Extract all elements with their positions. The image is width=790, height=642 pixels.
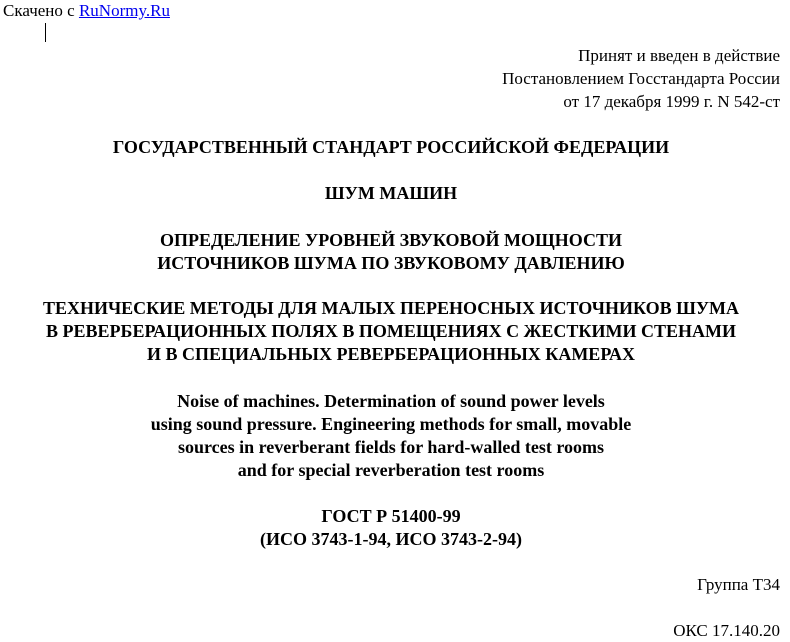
gost-designation (0, 505, 782, 551)
technical-methods-line: ТЕХНИЧЕСКИЕ МЕТОДЫ ДЛЯ МАЛЫХ ПЕРЕНОСНЫХ ИСТОЧНИКОВ ШУМА (42, 298, 740, 318)
technical-methods-line: И В СПЕЦИАЛЬНЫХ РЕВЕРБЕРАЦИОННЫХ КАМЕРАХ (146, 344, 636, 364)
definition-line: ИСТОЧНИКОВ ШУМА ПО ЗВУКОВОМУ ДАВЛЕНИЮ (157, 253, 625, 273)
adoption-block (502, 44, 780, 113)
runormy-link[interactable]: RuNormy.Ru (78, 1, 170, 20)
english-title-line: sources in reverberant fields for hard-walled test rooms (177, 437, 605, 457)
english-title-line: and for special reverberation test rooms (237, 460, 545, 480)
adoption-line: от 17 декабря 1999 г. N 542-ст (563, 92, 780, 111)
english-title (0, 390, 782, 482)
oks-code: ОКС 17.140.20 (673, 621, 780, 640)
group-code: Группа Т34 (697, 575, 780, 594)
adoption-line: Постановлением Госстандарта России (502, 69, 780, 88)
source-line (3, 1, 170, 21)
iso-references: (ИСО 3743-1-94, ИСО 3743-2-94) (260, 529, 522, 549)
definition-line: ОПРЕДЕЛЕНИЕ УРОВНЕЙ ЗВУКОВОЙ МОЩНОСТИ (159, 230, 623, 250)
source-prefix: Скачено с (3, 1, 79, 20)
technical-methods-line: В РЕВЕРБЕРАЦИОННЫХ ПОЛЯХ В ПОМЕЩЕНИЯХ С ЖЕСТКИМИ СТЕНАМИ (46, 321, 736, 341)
state-standard-heading: ГОСУДАРСТВЕННЫЙ СТАНДАРТ РОССИЙСКОЙ ФЕДЕРАЦИИ (112, 137, 670, 157)
gost-number: ГОСТ Р 51400-99 (321, 506, 461, 526)
technical-methods-heading (0, 297, 782, 366)
english-title-line: using sound pressure. Engineering methods for small, movable (150, 414, 632, 434)
definition-heading (0, 229, 782, 275)
text-cursor (45, 23, 46, 42)
adoption-line: Принят и введен в действие (578, 46, 780, 65)
english-title-line: Noise of machines. Determination of sound power levels (177, 391, 605, 411)
machine-noise-heading: ШУМ МАШИН (324, 183, 458, 203)
